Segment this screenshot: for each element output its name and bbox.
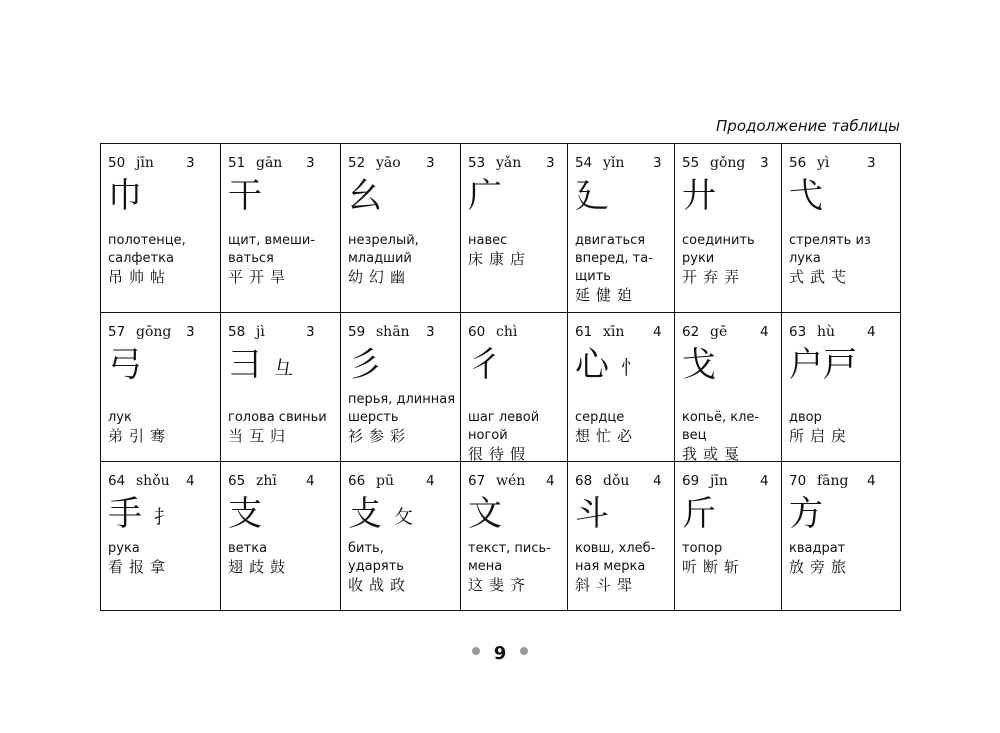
radical-meaning: сердце	[575, 410, 625, 425]
radical-cell	[782, 313, 901, 462]
radical-glyph-line	[789, 492, 900, 536]
radical-meaning: навес	[468, 233, 508, 248]
radical-pinyin: jīn	[136, 155, 154, 171]
radical-character: 彡	[348, 345, 382, 385]
radical-glyph-line	[468, 343, 567, 387]
radical-number: 57	[108, 324, 126, 340]
radical-meaning: двор	[789, 410, 822, 425]
radical-number: 66	[348, 473, 366, 489]
radical-pinyin: pū	[376, 473, 394, 489]
radical-glyph-line	[682, 343, 781, 387]
radical-cell	[568, 144, 675, 313]
radical-cell-content	[341, 462, 460, 610]
radical-pinyin: gē	[710, 324, 728, 340]
radical-character: 斗	[575, 494, 609, 534]
radical-cell-content	[341, 144, 460, 312]
radical-header	[468, 323, 567, 341]
radical-cell	[221, 144, 341, 313]
radical-examples: 式武芅	[789, 268, 853, 286]
radical-number: 59	[348, 324, 366, 340]
radical-pinyin: jì	[256, 324, 265, 340]
radical-cell	[782, 462, 901, 611]
radical-number: 60	[468, 324, 486, 340]
radical-glyph-line	[682, 492, 781, 536]
radical-cell-content	[341, 313, 460, 461]
radical-cell-content	[221, 462, 340, 610]
radical-meaning: рука	[108, 541, 140, 556]
radical-examples: 斜斗斝	[575, 576, 639, 594]
radical-cell	[101, 144, 221, 313]
radical-variant: 彑	[274, 357, 294, 379]
radical-stroke-count: 3	[306, 324, 315, 340]
page-dot-right	[520, 647, 528, 655]
radical-variant: 扌	[154, 506, 174, 528]
radical-header	[348, 472, 460, 490]
radical-character: 攴	[348, 494, 382, 534]
radical-stroke-count: 3	[186, 155, 195, 171]
radical-cell-content	[675, 313, 781, 461]
radical-examples: 延健廹	[575, 286, 639, 304]
table-row	[101, 462, 901, 611]
radical-cell-content	[568, 144, 674, 312]
radical-cell-content	[568, 462, 674, 610]
radical-header	[108, 323, 220, 341]
radical-examples: 当互归	[228, 427, 292, 445]
radical-variant: 忄	[621, 357, 641, 379]
radical-pinyin: zhī	[256, 473, 277, 489]
radical-stroke-count: 3	[546, 155, 555, 171]
radical-header	[468, 472, 567, 490]
radical-stroke-count: 3	[653, 155, 662, 171]
radical-stroke-count: 3	[426, 324, 435, 340]
radical-character: 干	[228, 176, 262, 216]
radical-number: 53	[468, 155, 486, 171]
radical-stroke-count: 4	[653, 473, 662, 489]
radical-examples: 这斐齐	[468, 576, 532, 594]
radical-cell-content	[675, 144, 781, 312]
radical-character: 手	[108, 494, 142, 534]
radical-glyph-line	[575, 492, 674, 536]
radical-character: 斤	[682, 494, 716, 534]
radical-glyph-line	[108, 174, 220, 218]
radical-cell	[675, 144, 782, 313]
radical-cell-content	[782, 313, 900, 461]
radical-glyph-line	[348, 343, 460, 387]
radical-meaning: голова свиньи	[228, 410, 327, 425]
radical-number: 64	[108, 473, 126, 489]
radical-cell	[101, 313, 221, 462]
radical-number: 69	[682, 473, 700, 489]
radical-pinyin: yǎn	[496, 155, 522, 171]
radical-glyph-line	[108, 343, 220, 387]
radical-header	[682, 472, 781, 490]
radical-stroke-count: 4	[186, 473, 195, 489]
radical-stroke-count: 4	[760, 473, 769, 489]
radical-glyph-line	[228, 492, 340, 536]
radical-character: 广	[468, 176, 502, 216]
radical-glyph-line	[228, 343, 340, 387]
radical-cell	[568, 313, 675, 462]
radical-meaning: ковш, хлеб- ная мерка	[575, 541, 656, 574]
radical-pinyin: chì	[496, 324, 518, 340]
radical-cell	[341, 313, 461, 462]
radical-glyph-line	[789, 343, 900, 387]
radical-pinyin: wén	[496, 473, 526, 489]
radical-examples: 平开旱	[228, 268, 292, 286]
radical-cell-content	[675, 462, 781, 610]
radical-header	[575, 472, 674, 490]
radical-variant: 攵	[394, 506, 414, 528]
radical-character: 弓	[108, 345, 142, 385]
radical-examples: 翅歧鼓	[228, 558, 292, 576]
radical-stroke-count: 3	[760, 155, 769, 171]
radical-meaning: ветка	[228, 541, 268, 556]
radical-character: 幺	[348, 176, 382, 216]
radical-examples: 所启戾	[789, 427, 853, 445]
radical-pinyin: hù	[817, 324, 836, 340]
radical-stroke-count: 4	[867, 324, 876, 340]
table-row	[101, 313, 901, 462]
radical-glyph-line	[108, 492, 220, 536]
radical-header	[228, 323, 340, 341]
radical-character: 彐	[228, 345, 262, 385]
radical-stroke-count: 4	[426, 473, 435, 489]
radical-number: 70	[789, 473, 807, 489]
radical-examples: 床康店	[468, 250, 532, 268]
radical-pinyin: yì	[817, 155, 830, 171]
radical-cell	[341, 144, 461, 313]
radical-examples: 弟引骞	[108, 427, 172, 445]
radical-glyph-line	[468, 174, 567, 218]
radical-number: 58	[228, 324, 246, 340]
page-number	[0, 643, 1000, 664]
radical-cell-content	[782, 462, 900, 610]
radical-pinyin: xīn	[603, 324, 625, 340]
radical-stroke-count: 3	[306, 155, 315, 171]
radical-meaning: стрелять из лука	[789, 233, 871, 266]
radical-header	[108, 154, 220, 172]
radical-header	[575, 323, 674, 341]
radical-glyph-line	[789, 174, 900, 218]
radical-glyph-line	[575, 174, 674, 218]
radical-stroke-count: 4	[760, 324, 769, 340]
radical-glyph-line	[228, 174, 340, 218]
radical-meaning: квадрат	[789, 541, 846, 556]
radical-header	[228, 472, 340, 490]
radical-character: 彳	[468, 345, 502, 385]
radical-glyph-line	[575, 343, 674, 387]
radical-header	[575, 154, 674, 172]
radical-meaning: копьё, кле- вец	[682, 410, 760, 443]
radical-examples: 收战政	[348, 576, 412, 594]
radical-header	[348, 154, 460, 172]
radical-cell	[101, 462, 221, 611]
radical-stroke-count: 3	[186, 324, 195, 340]
radical-cell-content	[461, 144, 567, 312]
radical-pinyin: yǐn	[603, 155, 625, 171]
radical-stroke-count: 4	[546, 473, 555, 489]
radical-meaning: соединить руки	[682, 233, 755, 266]
radical-number: 56	[789, 155, 807, 171]
radical-meaning: лук	[108, 410, 132, 425]
radical-character: 支	[228, 494, 262, 534]
radicals-table	[100, 143, 901, 611]
radical-examples: 衫参彩	[348, 427, 412, 445]
radical-pinyin: gān	[256, 155, 283, 171]
radical-examples: 我或戛	[682, 445, 746, 463]
radical-number: 62	[682, 324, 700, 340]
table-continuation-caption: Продолжение таблицы	[716, 117, 900, 135]
radical-examples: 吊帅帖	[108, 268, 172, 286]
radical-stroke-count: 4	[653, 324, 662, 340]
radical-meaning: незрелый, младший	[348, 233, 419, 266]
radical-pinyin: yāo	[376, 155, 401, 171]
radical-cell-content	[461, 462, 567, 610]
radical-pinyin: dǒu	[603, 473, 630, 489]
radical-glyph-line	[348, 492, 460, 536]
radical-pinyin: gǒng	[710, 155, 746, 171]
radical-cell-content	[101, 462, 220, 610]
radical-cell	[782, 144, 901, 313]
page-dot-left	[472, 647, 480, 655]
radical-glyph-line	[682, 174, 781, 218]
radical-stroke-count: 4	[306, 473, 315, 489]
radical-character: 户戸	[789, 345, 857, 385]
radical-pinyin: jīn	[710, 473, 728, 489]
radical-cell	[461, 313, 568, 462]
radical-character: 弋	[789, 176, 823, 216]
radical-number: 55	[682, 155, 700, 171]
radical-number: 54	[575, 155, 593, 171]
radical-examples: 看报拿	[108, 558, 172, 576]
radical-number: 50	[108, 155, 126, 171]
radical-stroke-count: 3	[426, 155, 435, 171]
radical-meaning: полотенце, салфетка	[108, 233, 186, 266]
radical-cell-content	[221, 144, 340, 312]
radical-number: 68	[575, 473, 593, 489]
radical-header	[789, 472, 900, 490]
radical-character: 文	[468, 494, 502, 534]
radical-header	[228, 154, 340, 172]
radical-character: 廾	[682, 176, 716, 216]
radical-number: 63	[789, 324, 807, 340]
radical-examples: 放旁旅	[789, 558, 853, 576]
radical-examples: 幼幻幽	[348, 268, 412, 286]
radical-character: 戈	[682, 345, 716, 385]
radical-cell-content	[461, 313, 567, 461]
radical-cell	[675, 462, 782, 611]
radical-meaning: топор	[682, 541, 723, 556]
radical-cell	[461, 144, 568, 313]
radical-cell-content	[568, 313, 674, 461]
radical-meaning: щит, вмеши- ваться	[228, 233, 316, 266]
radical-cell	[568, 462, 675, 611]
radical-cell-content	[782, 144, 900, 312]
radical-cell-content	[221, 313, 340, 461]
radical-header	[682, 154, 781, 172]
radical-header	[108, 472, 220, 490]
radical-number: 67	[468, 473, 486, 489]
radical-number: 61	[575, 324, 593, 340]
radical-character: 方	[789, 494, 823, 534]
radical-header	[789, 154, 900, 172]
radical-number: 51	[228, 155, 246, 171]
radical-pinyin: shǒu	[136, 473, 170, 489]
radical-glyph-line	[348, 174, 460, 218]
radical-examples: 听断斩	[682, 558, 746, 576]
radical-header	[468, 154, 567, 172]
radical-number: 52	[348, 155, 366, 171]
radical-stroke-count: 4	[867, 473, 876, 489]
radical-cell-content	[101, 144, 220, 312]
radical-character: 巾	[108, 176, 142, 216]
radical-glyph-line	[468, 492, 567, 536]
radical-cell	[221, 462, 341, 611]
radical-cell	[461, 462, 568, 611]
radical-pinyin: fāng	[817, 473, 849, 489]
radical-meaning: шаг левой ногой	[468, 410, 540, 443]
radical-meaning: бить, ударять	[348, 541, 404, 574]
radical-meaning: перья, длинная шерсть	[348, 392, 456, 425]
radical-pinyin: shān	[376, 324, 410, 340]
radical-meaning: двигаться вперед, та- щить	[575, 233, 653, 284]
radical-cell	[341, 462, 461, 611]
radical-header	[682, 323, 781, 341]
radical-character: 廴	[575, 176, 609, 216]
radical-header	[348, 323, 460, 341]
radical-pinyin: gōng	[136, 324, 172, 340]
radical-cell	[221, 313, 341, 462]
radical-cell	[675, 313, 782, 462]
radical-cell-content	[101, 313, 220, 461]
radical-examples: 很待假	[468, 445, 532, 463]
radical-character: 心	[575, 345, 609, 385]
radical-examples: 想忙必	[575, 427, 639, 445]
radical-meaning: текст, пись- мена	[468, 541, 551, 574]
page-number-value: 9	[493, 643, 507, 664]
radical-header	[789, 323, 900, 341]
radical-examples: 开弃弄	[682, 268, 746, 286]
radical-stroke-count: 3	[867, 155, 876, 171]
table-row	[101, 144, 901, 313]
radical-number: 65	[228, 473, 246, 489]
